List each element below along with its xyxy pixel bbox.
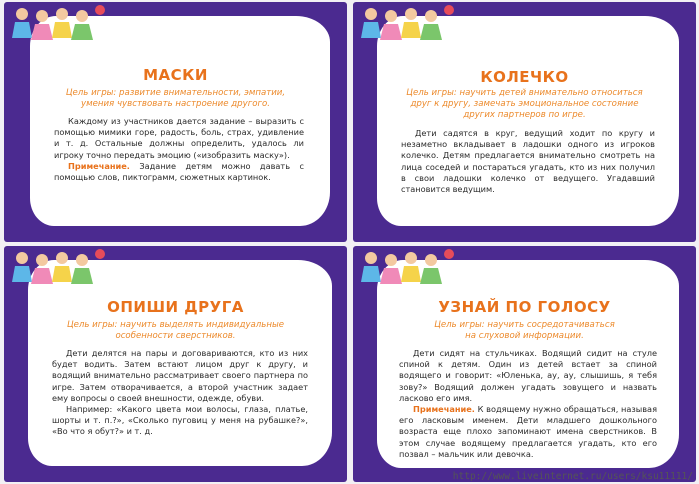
card-goal <box>4 320 347 342</box>
children-illustration <box>10 4 110 48</box>
card-body <box>52 348 308 438</box>
body-paragraph: Дети садятся в круг, ведущий ходит по кругу и незаметно вкладывает в ладошки одного из игроков колечко. Детям предлагается внимательно смотреть на лица соседей и постараться угадать, кто из них получил в свои ладошки колечко от ведущего. Угадавший становится ведущим. <box>401 128 655 195</box>
game-card-recognize-voice <box>353 246 696 482</box>
card-body <box>401 128 655 195</box>
goal-line: других партнеров по игре. <box>463 110 586 120</box>
goal-line: на слуховой информации. <box>465 331 584 341</box>
card-title: ОПИШИ ДРУГА <box>107 298 244 316</box>
watermark-url: http://www.liveinternet.ru/users/ksu11111/ <box>452 471 693 482</box>
body-paragraph: Например: «Какого цвета мои волосы, глаза, платье, шорты и т. п.?», «Сколько пуговиц у меня на рубашке?», «Во что я обут?» и т. д. <box>52 404 308 437</box>
game-card-ring <box>353 2 696 242</box>
card-goal <box>353 88 696 121</box>
card-title: МАСКИ <box>143 66 208 84</box>
card-note <box>399 404 657 460</box>
note-label: Примечание. <box>413 404 475 415</box>
card-title: УЗНАЙ ПО ГОЛОСУ <box>438 298 611 316</box>
body-paragraph: Дети делятся на пары и договариваются, кто из них будет водить. Затем встают лицом друг к другу, и водящий внимательно рассматривает своего партнера по игре. Затем отворачивается, а второй участник задает ему вопросы о своей внешности, одежде, обуви. <box>52 348 308 403</box>
goal-line: умения чувствовать настроение другого. <box>81 99 270 109</box>
goal-line: Цель игры: научить выделять индивидуальные <box>66 320 285 330</box>
card-note <box>54 161 304 183</box>
goal-line: Цель игры: научить сосредотачиваться <box>434 320 615 330</box>
note-text: К водящему нужно обращаться, называя его ласковым именем. Дети младшего дошкольного возраста еще плохо запоминают имена сверстников. В этом случае водящему предлагается угадать, кто его позвал – мальчик или девочка. <box>399 404 657 459</box>
card-body <box>399 348 657 460</box>
card-title: КОЛЕЧКО <box>480 68 569 86</box>
card-goal <box>353 320 696 342</box>
goal-line: Цель игры: развитие внимательности, эмпатии, <box>65 88 286 98</box>
game-card-masks <box>4 2 347 242</box>
goal-line: Цель игры: научить детей внимательно относиться <box>406 88 643 98</box>
card-goal <box>4 88 347 110</box>
note-text: Задание детям можно давать с помощью слов, пиктограмм, сюжетных картинок. <box>54 160 304 183</box>
goal-line: друг к другу, замечать эмоциональное состояние <box>410 99 639 109</box>
card-body <box>54 116 304 183</box>
body-paragraph: Дети сидят на стульчиках. Водящий сидит на стуле спиной к детям. Один из детей встает за спиной водящего и говорит: «Юленька, ау, ау, слышишь, я тебя зову?» Водящий должен угадать зовущего и назвать ласково его имя. <box>399 348 657 403</box>
children-illustration <box>359 248 459 292</box>
game-card-describe-friend <box>4 246 347 482</box>
note-label: Примечание. <box>68 160 130 171</box>
goal-line: особенности сверстников. <box>115 331 236 341</box>
children-illustration <box>359 4 459 48</box>
children-illustration <box>10 248 110 292</box>
body-paragraph: Каждому из участников дается задание – выразить с помощью мимики горе, радость, боль, страх, удивление и т. д. Остальные должны определить, удалось ли игроку точно передать эмоцию («изобразить маску»). <box>54 116 304 160</box>
